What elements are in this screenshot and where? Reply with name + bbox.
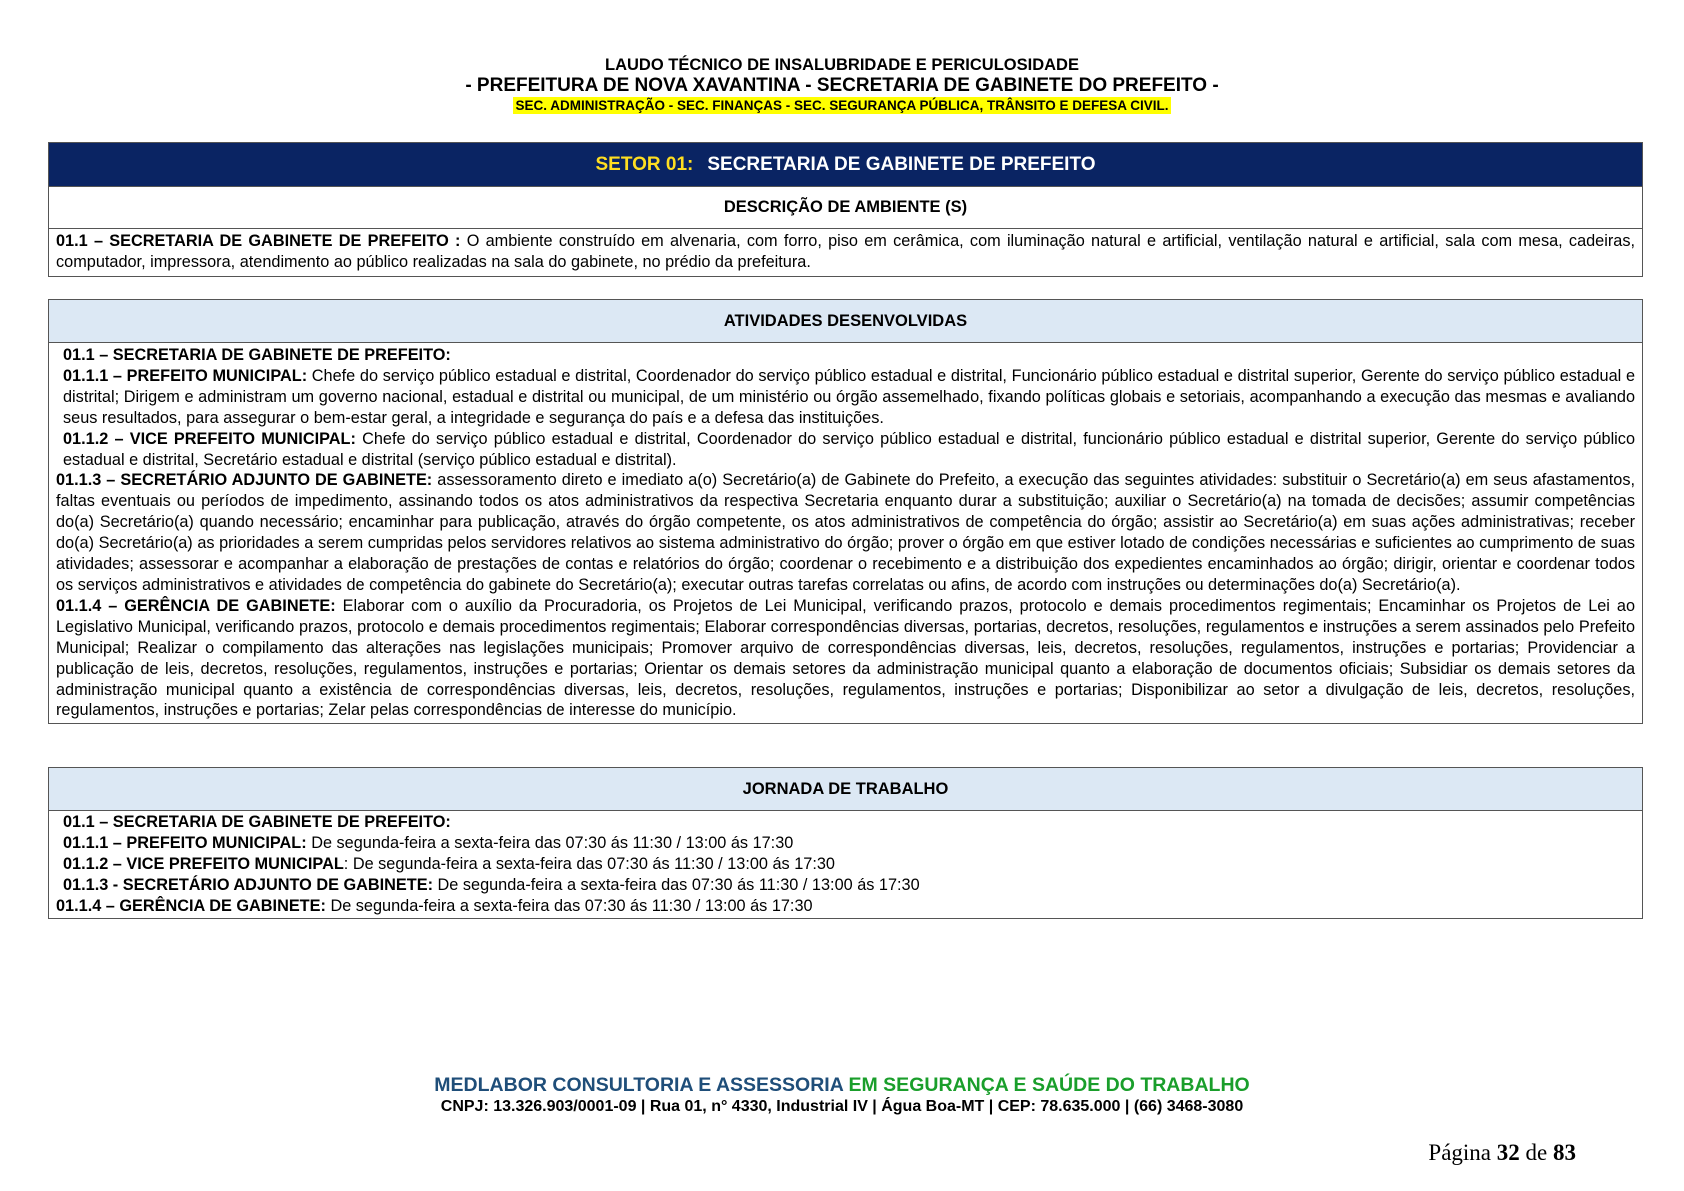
atividades-title: 01.1 – SECRETARIA DE GABINETE DE PREFEITO:	[63, 346, 451, 364]
page-current: 32	[1496, 1140, 1520, 1165]
atividade-text: Chefe do serviço público estadual e distrital, Coordenador do serviço público estadual e distrital, Funcionário público estadual e distrital superior, Gerente do serviço público estadual e distrital; Dirigem e administram um governo nacional, estadual e distrital ou municipal, de um ministério ou órgão assemelhado, fixando políticas globais e setoriais, acompanhando a execução das mesmas e avaliando seus resultados, para assegurar o bem-estar geral, a integridade e segurança do país e a defesa das instituições.	[63, 366, 1636, 427]
jornada-label: 01.1.1 – PREFEITO MUNICIPAL:	[63, 833, 307, 852]
jornada-table	[48, 767, 1643, 919]
company-name	[0, 1073, 1684, 1097]
page-mid: de	[1519, 1140, 1553, 1165]
jornada-text: De segunda-feira a sexta-feira das 07:30 ás 11:30 / 13:00 ás 17:30	[325, 896, 813, 915]
page-total: 83	[1553, 1140, 1576, 1165]
descricao-body	[49, 229, 1642, 276]
sector-name: SECRETARIA DE GABINETE DE PREFEITO	[707, 154, 1096, 175]
atividade-item	[56, 429, 1635, 471]
jornada-label: 01.1.3 - SECRETÁRIO ADJUNTO DE GABINETE:	[63, 875, 434, 894]
atividade-item	[56, 596, 1635, 721]
page-prefix: Página	[1428, 1140, 1497, 1165]
jornada-body	[49, 811, 1642, 918]
atividades-heading: ATIVIDADES DESENVOLVIDAS	[49, 300, 1642, 343]
jornada-text: De segunda-feira a sexta-feira das 07:30 ás 11:30 / 13:00 ás 17:30	[306, 833, 794, 852]
atividade-text: Elaborar com o auxílio da Procuradoria, os Projetos de Lei Municipal, verificando prazos, protocolo e demais procedimentos regimentais; Encaminhar os Projetos de Lei ao Legislativo Municipal, verificando prazos, protocolo e demais procedimentos regimentais; Elaborar correspondências diversas, portarias, decretos, resoluções, regulamentos e instruções a serem assinados pelo Prefeito Municipal; Realizar o compilamento das alterações nas legislações municipais; Promover arquivo de correspondências diversas, leis, decretos, resoluções, regulamentos, instruções e portarias; Providenciar a publicação de leis, decretos, resoluções, regulamentos, instruções e portarias; Orientar os demais setores da administração municipal quanto a elaboração de documentos oficiais; Subsidiar os demais setores da administração municipal quanto a existência de correspondências diversas, leis, decretos, resoluções, regulamentos, instruções e portarias; Disponibilizar ao setor a divulgação de leis, decretos, resoluções, regulamentos, instruções e portarias; Zelar pelas correspondências de interesse do município.	[56, 596, 1635, 720]
jornada-text: De segunda-feira a sexta-feira das 07:30 ás 11:30 / 13:00 ás 17:30	[433, 875, 920, 894]
sector-bar	[49, 143, 1642, 187]
jornada-item	[56, 896, 1635, 917]
jornada-item	[56, 833, 1635, 854]
company-contact: CNPJ: 13.326.903/0001-09 | Rua 01, n° 4330, Industrial IV | Água Boa-MT | CEP: 78.635.000 | (66) 3468-3080	[440, 1098, 1244, 1115]
departments-highlight: SEC. ADMINISTRAÇÃO - SEC. FINANÇAS - SEC. SEGURANÇA PÚBLICA, TRÂNSITO E DEFESA CIVIL.	[515, 98, 1169, 113]
jornada-title: 01.1 – SECRETARIA DE GABINETE DE PREFEITO:	[63, 813, 451, 831]
sector-label: SETOR 01:	[595, 154, 694, 175]
descricao-item-text: O ambiente construído em alvenaria, com forro, piso em cerâmica, com iluminação natural e artificial, ventilação natural e artificial, sala com mesa, cadeiras, computador, impressora, atendimento ao público realizadas na sala do gabinete, no prédio da prefeitura.	[56, 232, 1635, 271]
descricao-item-label: 01.1 – SECRETARIA DE GABINETE DE PREFEITO :	[56, 232, 461, 250]
jornada-item	[56, 875, 1635, 896]
atividade-label: 01.1.2 – VICE PREFEITO MUNICIPAL:	[63, 429, 356, 448]
jornada-heading: JORNADA DE TRABALHO	[49, 768, 1642, 811]
atividade-text: Chefe do serviço público estadual e distrital, Coordenador do serviço público estadual e distrital, funcionário público estadual e distrital superior, Gerente do serviço público estadual e distrital, Secretário estadual e distrital (serviço público estadual e distrital).	[63, 429, 1635, 469]
document-header	[0, 55, 1684, 115]
atividade-item	[56, 470, 1635, 595]
atividade-text: assessoramento direto e imediato a(o) Secretário(a) de Gabinete do Prefeito, a execução das seguintes atividades: substituir o Secretário(a) em seus afastamentos, faltas eventuais ou períodos de impedimento, assinando todos os atos administrativos da respectiva Secretaria enquanto durar a substituição; auxiliar o Secretário(a) na tomada de decisões; assumir competências do(a) Secretário(a) quando necessário; encaminhar para publicação, através do órgão competente, os atos administrativos de competência do órgão; assistir ao Secretário(a) em suas ações administrativas; receber do(a) Secretário(a) as prioridades a serem cumpridas pelos servidores relativos ao sistema administrativo do órgão; prover o órgão em que estiver lotado de condições necessárias e suficientes ao cumprimento de suas atividades; assessorar e acompanhar a elaboração de prestações de contas e relatórios do órgão; coordenar o recebimento e a distribuição dos expedientes encaminhados ao órgão; dirigir, orientar e coordenar todos os serviços administrativos e atividades de competência do gabinete do Secretário(a); executar outras tarefas correlatas ou afins, de acordo com instruções ou determinações do(a) Secretário(a).	[56, 471, 1635, 594]
descricao-heading: DESCRIÇÃO DE AMBIENTE (S)	[49, 187, 1642, 229]
atividade-label: 01.1.1 – PREFEITO MUNICIPAL:	[63, 366, 308, 385]
atividades-body	[49, 343, 1642, 723]
jornada-label: 01.1.4 – GERÊNCIA DE GABINETE:	[56, 896, 326, 915]
document-footer	[0, 1073, 1684, 1117]
company-name-green: EM SEGURANÇA E SAÚDE DO TRABALHO	[843, 1074, 1250, 1096]
jornada-item	[56, 854, 1635, 875]
jornada-label: 01.1.2 – VICE PREFEITO MUNICIPAL	[63, 854, 344, 873]
report-title: LAUDO TÉCNICO DE INSALUBRIDADE E PERICULOSIDADE	[605, 56, 1079, 74]
page-number	[1428, 1140, 1576, 1166]
ambiente-table	[48, 142, 1643, 277]
atividades-table	[48, 299, 1643, 724]
company-name-blue: MEDLABOR CONSULTORIA E ASSESSORIA	[434, 1074, 844, 1096]
jornada-text: : De segunda-feira a sexta-feira das 07:30 ás 11:30 / 13:00 ás 17:30	[343, 854, 835, 873]
atividade-item	[56, 366, 1635, 429]
atividade-label: 01.1.3 – SECRETÁRIO ADJUNTO DE GABINETE:	[56, 471, 433, 490]
report-subtitle: - PREFEITURA DE NOVA XAVANTINA - SECRETARIA DE GABINETE DO PREFEITO -	[465, 75, 1219, 96]
atividade-label: 01.1.4 – GERÊNCIA DE GABINETE:	[56, 596, 336, 615]
